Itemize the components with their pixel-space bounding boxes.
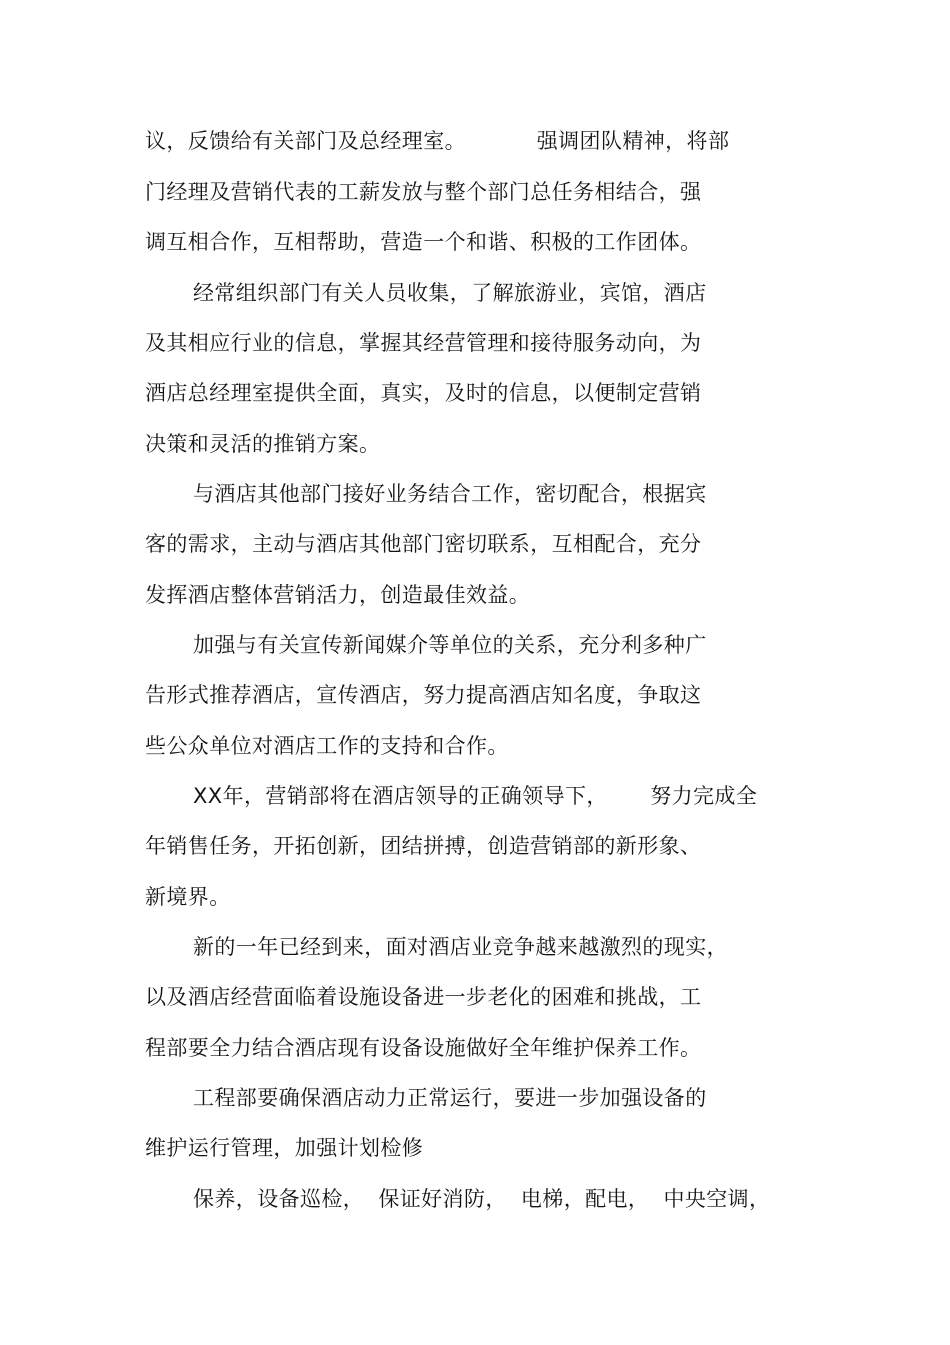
text-line: 议，反馈给有关部门及总经理室。 强调团队精神，将部 (145, 129, 730, 153)
paragraph-first-line: 保养，设备巡检， 保证好消防， 电梯，配电， 中央空调， (193, 1187, 771, 1211)
text-line: 年销售任务，开拓创新，团结拼搏，创造营销部的新形象、 (145, 834, 702, 858)
text-line: 发挥酒店整体营销活力，创造最佳效益。 (145, 583, 531, 607)
text-line: 门经理及营销代表的工薪发放与整个部门总任务相结合，强 (145, 180, 702, 204)
text-line: 告形式推荐酒店，宣传酒店，努力提高酒店知名度，争取这 (145, 683, 702, 707)
paragraph-first-line: 与酒店其他部门接好业务结合工作，密切配合，根据宾 (193, 482, 707, 506)
text-line: 程部要全力结合酒店现有设备设施做好全年维护保养工作。 (145, 1036, 702, 1060)
paragraph-first-line: 新的一年已经到来，面对酒店业竞争越来越激烈的现实， (193, 935, 728, 959)
text-line: 及其相应行业的信息，掌握其经营管理和接待服务动向，为 (145, 331, 702, 355)
text-line: 酒店总经理室提供全面，真实，及时的信息，以便制定营销 (145, 381, 702, 405)
text-line: 些公众单位对酒店工作的支持和合作。 (145, 734, 509, 758)
paragraph-first-line: XX年，营销部将在酒店领导的正确领导下， 努力完成全 (193, 784, 758, 808)
text-line: 维护运行管理，加强计划检修 (145, 1136, 424, 1160)
text-line: 新境界。 (145, 885, 231, 909)
text-line: 调互相合作，互相帮助，营造一个和谐、积极的工作团体。 (145, 230, 702, 254)
paragraph-first-line: 加强与有关宣传新闻媒介等单位的关系，充分利多种广 (193, 633, 707, 657)
paragraph-first-line: 经常组织部门有关人员收集，了解旅游业，宾馆，酒店 (193, 281, 707, 305)
paragraph-first-line: 工程部要确保酒店动力正常运行，要进一步加强设备的 (193, 1086, 707, 1110)
text-line: 以及酒店经营面临着设施设备进一步老化的困难和挑战，工 (145, 985, 702, 1009)
text-line: 客的需求，主动与酒店其他部门密切联系，互相配合，充分 (145, 532, 702, 556)
text-line: 决策和灵活的推销方案。 (145, 432, 381, 456)
